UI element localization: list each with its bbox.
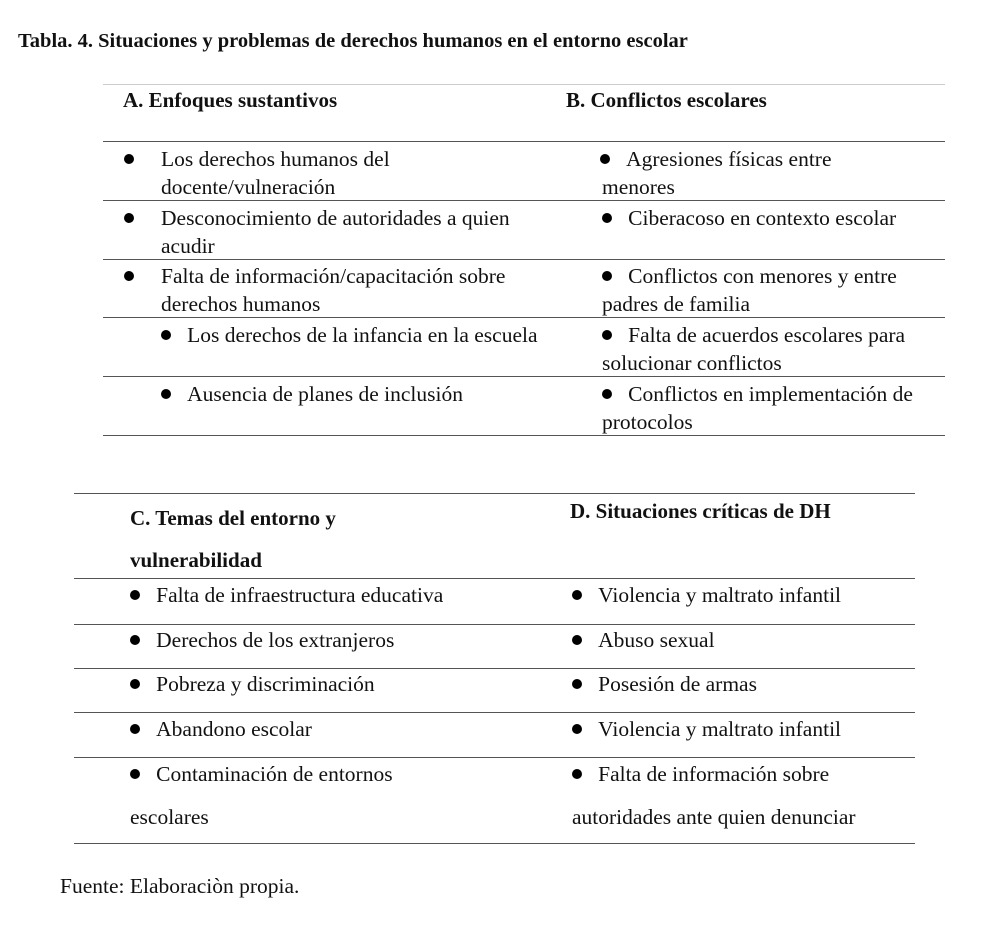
bullet-icon: [130, 635, 140, 645]
table-2-row-2-right: Abuso sexual: [572, 626, 912, 654]
bullet-icon: [572, 679, 582, 689]
table-2-bottom-rule: [74, 843, 915, 844]
table-1-header-b: B. Conflictos escolares: [566, 88, 767, 112]
table-2-header-d: D. Situaciones críticas de DH: [570, 499, 831, 523]
table-1-row-3-right: Conflictos con menores y entre padres de familia: [602, 264, 897, 316]
table-2-row-rule: [74, 668, 915, 669]
table-2-header-c: C. Temas del entorno y vulnerabilidad: [130, 506, 336, 572]
bullet-icon: [602, 271, 612, 281]
bullet-icon: [124, 262, 144, 290]
table-1-row-3-left: Falta de información/capacitación sobre derechos humanos: [161, 264, 506, 316]
bullet-icon: [130, 724, 140, 734]
source-note: Fuente: Elaboraciòn propia.: [60, 874, 300, 898]
table-1-row-rule: [103, 317, 945, 318]
bullet-icon: [572, 769, 582, 779]
table-2-row-5-left: Contaminación de entornos escolares: [130, 762, 393, 829]
bullet-icon: [130, 679, 140, 689]
table-2-row-3-left: Pobreza y discriminación: [130, 670, 530, 698]
table-2-row-rule: [74, 624, 915, 625]
bullet-icon: [572, 635, 582, 645]
table-1-row-4-right: Falta de acuerdos escolares para solucionar conflictos: [602, 323, 906, 375]
table-2-row-3-right: Posesión de armas: [572, 670, 912, 698]
table-2-row-4-right: Violencia y maltrato infantil: [572, 715, 912, 743]
table-1-row-rule: [103, 259, 945, 260]
table-title: Tabla. 4. Situaciones y problemas de derechos humanos en el entorno escolar: [18, 30, 688, 52]
table-1-row-5-left: Ausencia de planes de inclusión: [161, 380, 541, 408]
table-2-row-rule: [74, 712, 915, 713]
table-1-row-4-left: Los derechos de la infancia en la escuela: [161, 321, 541, 349]
table-1-row-rule: [103, 376, 945, 377]
table-1-header-a: A. Enfoques sustantivos: [123, 88, 338, 112]
table-1-header-rule: [103, 141, 945, 142]
table-1-row-1-left: Los derechos humanos del docente/vulneración: [161, 147, 390, 199]
table-1-top-rule: [103, 84, 945, 85]
bullet-icon: [600, 154, 610, 164]
table-1-row-2-right: Ciberacoso en contexto escolar: [602, 204, 902, 232]
bullet-icon: [124, 145, 144, 173]
bullet-icon: [572, 724, 582, 734]
bullet-icon: [130, 769, 140, 779]
table-2-header-rule: [74, 578, 915, 579]
table-2-row-5-right: Falta de información sobre autoridades ante quien denunciar: [572, 762, 856, 829]
table-2-row-4-left: Abandono escolar: [130, 715, 530, 743]
table-1-row-5-right: Conflictos en implementación de protocolos: [602, 382, 913, 434]
table-1-bottom-rule: [103, 435, 945, 436]
table-2-row-2-left: Derechos de los extranjeros: [130, 626, 530, 654]
bullet-icon: [130, 590, 140, 600]
bullet-icon: [602, 213, 612, 223]
bullet-icon: [572, 590, 582, 600]
bullet-icon: [602, 330, 612, 340]
table-2-top-rule: [74, 493, 915, 494]
table-1-row-2-left: Desconocimiento de autoridades a quien acudir: [161, 206, 510, 258]
bullet-icon: [161, 330, 171, 340]
bullet-icon: [124, 204, 144, 232]
table-1-row-rule: [103, 200, 945, 201]
bullet-icon: [161, 389, 171, 399]
table-1-row-1-right: Agresiones físicas entre menores: [602, 147, 832, 199]
table-2-row-1-right: Violencia y maltrato infantil: [572, 581, 912, 609]
bullet-icon: [602, 389, 612, 399]
table-2-row-1-left: Falta de infraestructura educativa: [130, 581, 530, 609]
